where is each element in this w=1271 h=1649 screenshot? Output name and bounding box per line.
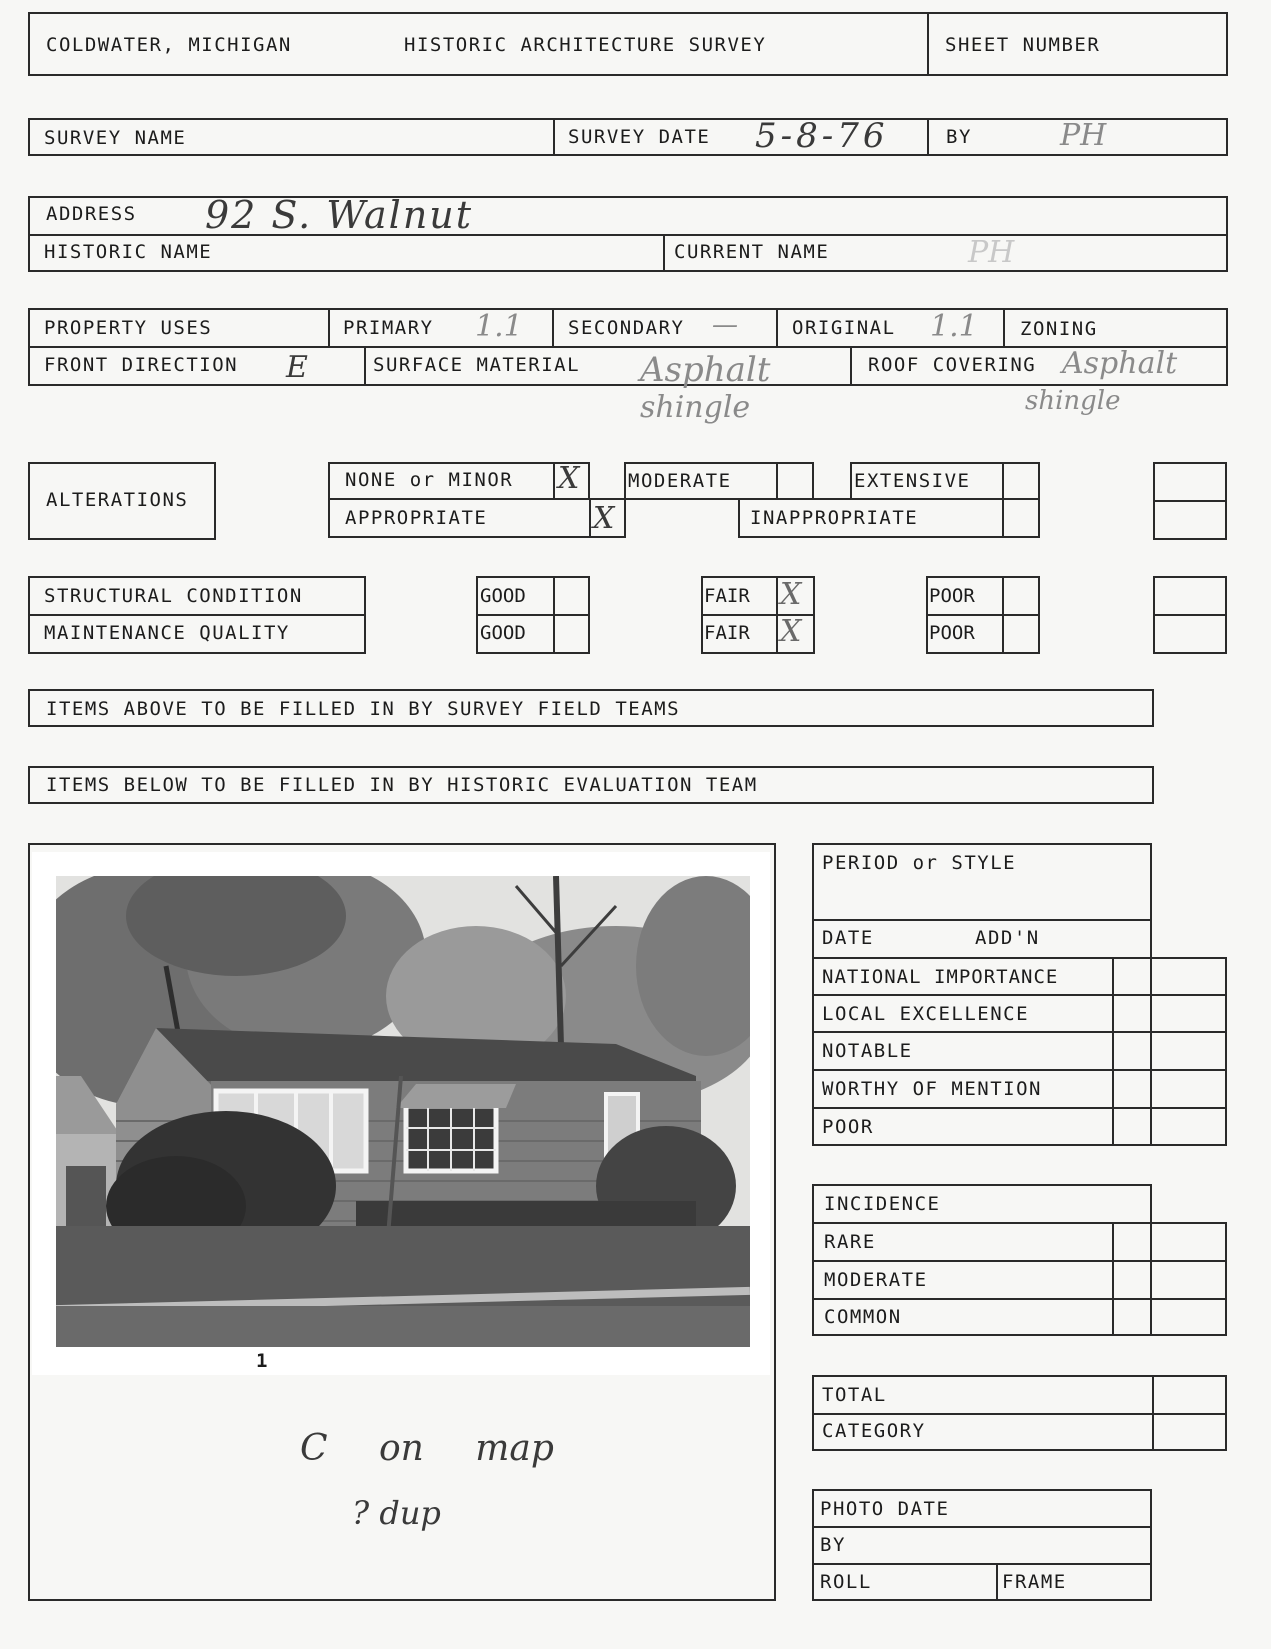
maintenance-poor-label: POOR: [929, 622, 975, 644]
original-value[interactable]: 1.1: [930, 309, 978, 344]
structural-fair-check[interactable]: X: [780, 577, 802, 612]
current-name-value[interactable]: PH: [968, 235, 1015, 270]
note-below: ITEMS BELOW TO BE FILLED IN BY HISTORIC EVALUATION TEAM: [46, 774, 758, 796]
surface-material-label: SURFACE MATERIAL: [373, 354, 581, 376]
address-value[interactable]: 92 S. Walnut: [205, 193, 474, 237]
surface-material-value-1[interactable]: Asphalt: [640, 350, 771, 390]
address-label: ADDRESS: [46, 203, 137, 225]
structural-good-label: GOOD: [480, 585, 526, 607]
eval-poor-label: POOR: [822, 1116, 874, 1138]
property-uses-label: PROPERTY USES: [44, 317, 213, 339]
survey-name-label: SURVEY NAME: [44, 127, 187, 149]
moderate-alt-label: MODERATE: [628, 470, 732, 492]
local-excellence-label: LOCAL EXCELLENCE: [822, 1003, 1030, 1025]
survey-by-label: BY: [946, 126, 972, 148]
roll-label: ROLL: [820, 1571, 872, 1593]
worthy-of-mention-label: WORTHY OF MENTION: [822, 1078, 1042, 1100]
roof-covering-value-2[interactable]: shingle: [1025, 386, 1121, 416]
roof-covering-value-1[interactable]: Asphalt: [1062, 346, 1178, 381]
header-title: HISTORIC ARCHITECTURE SURVEY: [404, 34, 767, 56]
primary-label: PRIMARY: [343, 317, 434, 339]
extensive-label: EXTENSIVE: [854, 470, 971, 492]
house-photo: [56, 876, 750, 1347]
historic-name-label: HISTORIC NAME: [44, 241, 213, 263]
survey-date-label: SURVEY DATE: [568, 126, 711, 148]
current-name-label: CURRENT NAME: [674, 241, 830, 263]
national-importance-label: NATIONAL IMPORTANCE: [822, 966, 1059, 988]
rare-label: RARE: [824, 1231, 876, 1253]
maintenance-fair-check[interactable]: X: [780, 614, 802, 649]
frame-label: FRAME: [1002, 1571, 1067, 1593]
survey-by-value[interactable]: PH: [1060, 118, 1107, 153]
maintenance-quality-label: MAINTENANCE QUALITY: [44, 622, 290, 644]
sheet-number-label: SHEET NUMBER: [945, 34, 1101, 56]
photo-caption-line2: ? dup: [352, 1494, 441, 1532]
total-label: TOTAL: [822, 1384, 887, 1406]
incidence-moderate-label: MODERATE: [824, 1269, 928, 1291]
photo-by-label: BY: [820, 1534, 846, 1556]
secondary-value[interactable]: —: [712, 310, 738, 340]
structural-poor-label: POOR: [929, 585, 975, 607]
incidence-label: INCIDENCE: [824, 1193, 941, 1215]
alterations-label: ALTERATIONS: [46, 489, 189, 511]
photo-date-label: PHOTO DATE: [820, 1498, 950, 1520]
eval-date-label: DATE: [822, 927, 874, 949]
none-minor-check[interactable]: X: [558, 461, 580, 496]
front-direction-label: FRONT DIRECTION: [44, 354, 239, 376]
structural-condition-label: STRUCTURAL CONDITION: [44, 585, 303, 607]
evaluation-score-col: [1112, 957, 1227, 1146]
inappropriate-label: INAPPROPRIATE: [750, 507, 919, 529]
secondary-label: SECONDARY: [568, 317, 685, 339]
photo-tick: 1: [256, 1350, 269, 1372]
category-label: CATEGORY: [822, 1420, 926, 1442]
photo-caption-line1: C on map: [300, 1428, 554, 1469]
roof-covering-label: ROOF COVERING: [868, 354, 1037, 376]
period-style-label: PERIOD or STYLE: [822, 852, 1017, 874]
eval-addn-label: ADD'N: [975, 927, 1040, 949]
primary-value[interactable]: 1.1: [475, 309, 523, 344]
note-above: ITEMS ABOVE TO BE FILLED IN BY SURVEY FIELD TEAMS: [46, 698, 681, 720]
maintenance-fair-label: FAIR: [704, 622, 750, 644]
survey-date-value[interactable]: 5-8-76: [755, 116, 889, 156]
surface-material-value-2[interactable]: shingle: [640, 390, 751, 425]
zoning-label: ZONING: [1020, 318, 1098, 340]
common-label: COMMON: [824, 1306, 902, 1328]
notable-label: NOTABLE: [822, 1040, 913, 1062]
appropriate-label: APPROPRIATE: [345, 507, 488, 529]
structural-fair-label: FAIR: [704, 585, 750, 607]
incidence-score-col: [1112, 1222, 1227, 1336]
maintenance-good-label: GOOD: [480, 622, 526, 644]
original-label: ORIGINAL: [792, 317, 896, 339]
appropriate-check[interactable]: X: [593, 501, 615, 536]
none-minor-label: NONE or MINOR: [345, 469, 514, 491]
header-city: COLDWATER, MICHIGAN: [46, 34, 292, 56]
front-direction-value[interactable]: E: [286, 350, 308, 385]
